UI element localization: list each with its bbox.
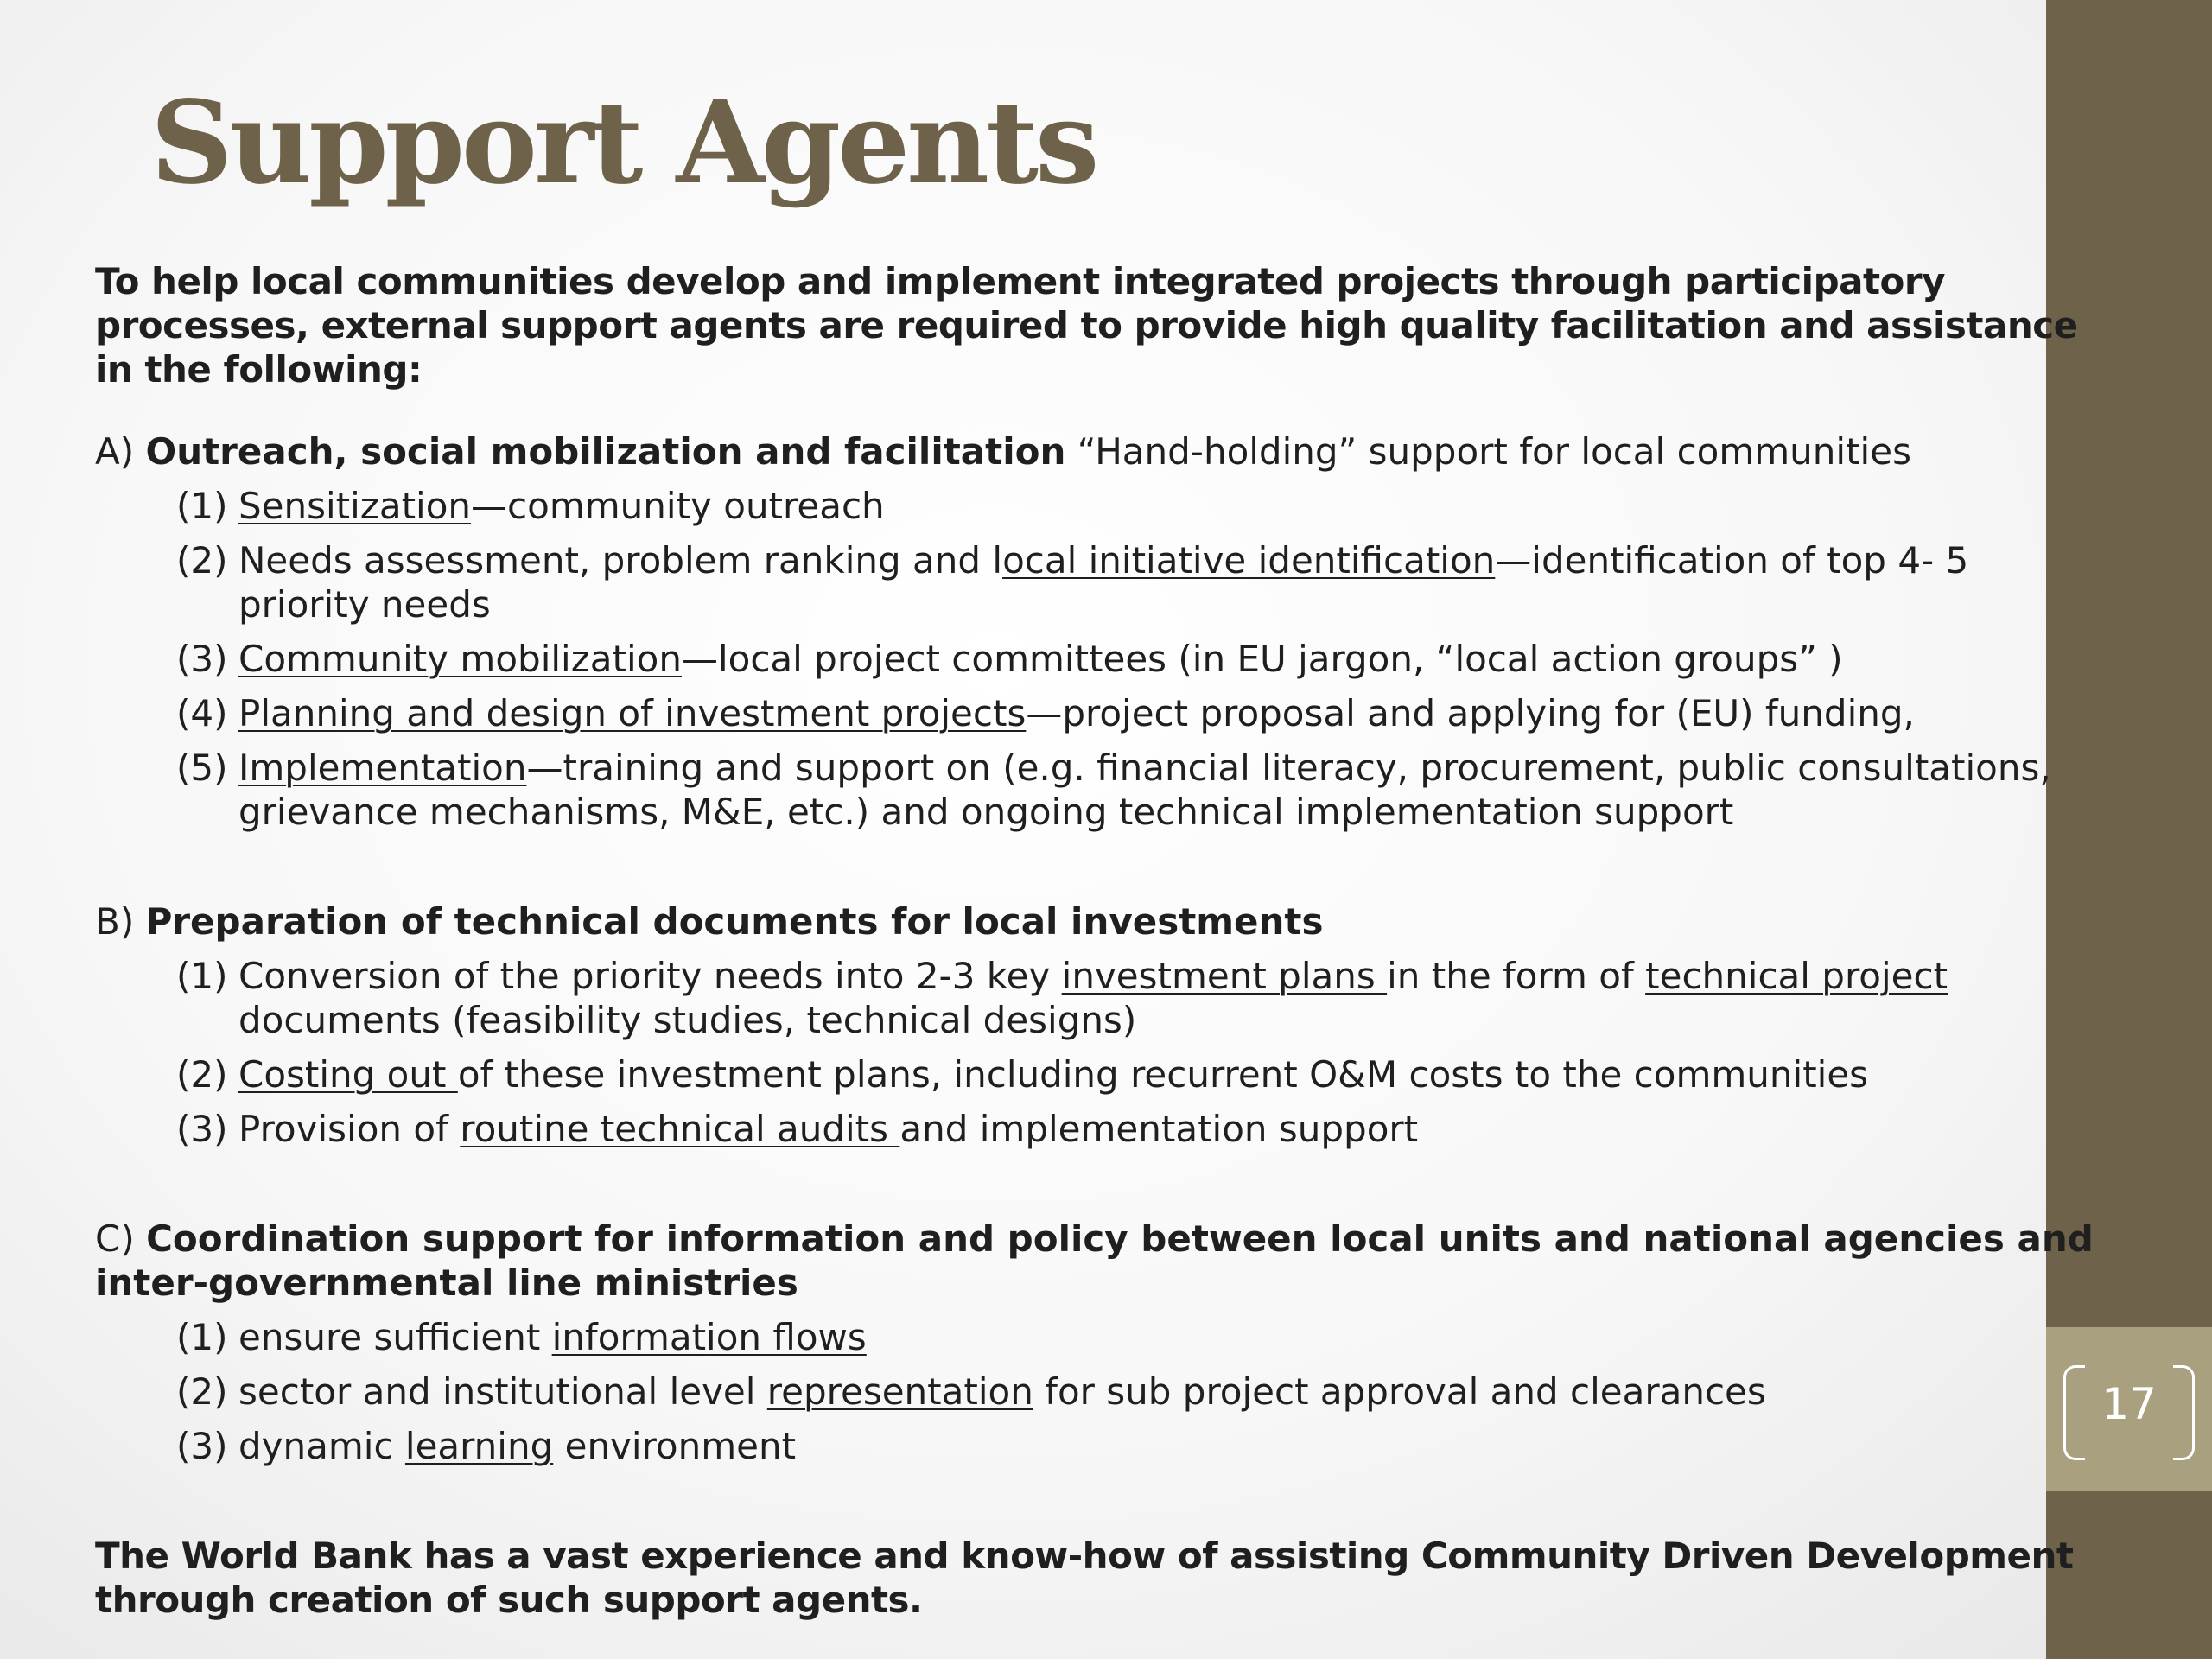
list-item	[176, 1424, 2100, 1468]
item-key-term: ocal initiative identification	[1002, 539, 1496, 582]
item-number: (3)	[176, 1425, 228, 1467]
section-c-heading	[95, 1217, 2100, 1305]
list-item	[176, 691, 2100, 735]
list-item	[176, 484, 2100, 528]
item-text: —local project committees (in EU jargon, “local action groups” )	[681, 638, 1843, 680]
section-b	[95, 899, 2100, 1151]
item-number: (1)	[176, 1316, 228, 1358]
slide-body	[95, 259, 2100, 1622]
item-key-term: Community mobilization	[238, 638, 682, 680]
item-number: (3)	[176, 638, 228, 680]
item-key-term: representation	[766, 1370, 1033, 1413]
item-number: (5)	[176, 747, 228, 789]
item-text: of these investment plans, including recurrent O&M costs to the communities	[457, 1053, 1869, 1096]
item-text: —community outreach	[471, 485, 885, 527]
item-text: Provision of	[238, 1108, 461, 1150]
list-item	[176, 637, 2100, 681]
section-subtitle: “Hand-holding” support for local communities	[1065, 430, 1911, 473]
section-title: Outreach, social mobilization and facilitation	[145, 430, 1066, 473]
item-key-term: Planning and design of investment projects	[238, 692, 1027, 734]
item-number: (2)	[176, 1370, 228, 1413]
item-key-term: learning	[404, 1425, 554, 1467]
item-text: Conversion of the priority needs into 2-3 key	[238, 955, 1062, 997]
section-label: A)	[95, 430, 135, 473]
item-key-term: investment plans	[1061, 955, 1388, 997]
list-item	[176, 1052, 2100, 1096]
item-text: —project proposal and applying for (EU) funding,	[1026, 692, 1915, 734]
list-item	[176, 1107, 2100, 1151]
item-text: ensure sufficient	[238, 1316, 552, 1358]
list-item	[176, 1370, 2100, 1414]
intro-paragraph: To help local communities develop and implement integrated projects through participatory processes, external support agents are required to provide high quality facilitation and assistance in the following:	[95, 260, 2078, 391]
item-number: (1)	[176, 955, 228, 997]
item-number: (3)	[176, 1108, 228, 1150]
item-key-term: Sensitization	[238, 485, 472, 527]
list-item	[176, 746, 2100, 834]
item-text: dynamic	[238, 1425, 405, 1467]
item-key-term: routine technical audits	[460, 1108, 900, 1150]
slide-title: Support Agents	[150, 76, 1096, 210]
item-text: —identification of top 4- 5 priority needs	[238, 539, 1969, 626]
item-key-term: Costing out	[238, 1053, 458, 1096]
list-item	[176, 1315, 2100, 1359]
item-key-term: Implementation	[238, 747, 527, 789]
item-text: for sub project approval and clearances	[1033, 1370, 1766, 1413]
item-text: in the form of	[1387, 955, 1646, 997]
section-b-heading	[95, 899, 2100, 944]
item-number: (2)	[176, 539, 228, 582]
section-label: B)	[95, 900, 135, 943]
page-number: 17	[2101, 1379, 2157, 1429]
section-title: Preparation of technical documents for local investments	[145, 900, 1324, 943]
list-item	[176, 954, 2100, 1042]
item-key-term: technical project	[1645, 955, 1948, 997]
section-a-heading	[95, 429, 2100, 474]
item-number: (1)	[176, 485, 228, 527]
item-text: Needs assessment, problem ranking and l	[238, 539, 1003, 582]
item-number: (2)	[176, 1053, 228, 1096]
item-text: documents (feasibility studies, technical designs)	[238, 999, 1137, 1041]
closing-statement: The World Bank has a vast experience and know-how of assisting Community Driven Development through creation of such support agents.	[95, 1535, 2074, 1621]
item-text: environment	[553, 1425, 797, 1467]
list-item	[176, 538, 2100, 626]
item-text: —training and support on (e.g. financial literacy, procurement, public consultations, grievance mechanisms, M&E, etc.) and ongoing technical implementation support	[238, 747, 2051, 833]
section-c	[95, 1217, 2100, 1468]
section-title: Coordination support for information and policy between local units and national agencies and inter-governmental line ministries	[95, 1217, 2094, 1304]
item-key-term: information flows	[551, 1316, 867, 1358]
item-text: sector and institutional level	[238, 1370, 767, 1413]
item-text: and implementation support	[899, 1108, 1419, 1150]
item-number: (4)	[176, 692, 228, 734]
section-a	[95, 429, 2100, 834]
section-label: C)	[95, 1217, 135, 1260]
